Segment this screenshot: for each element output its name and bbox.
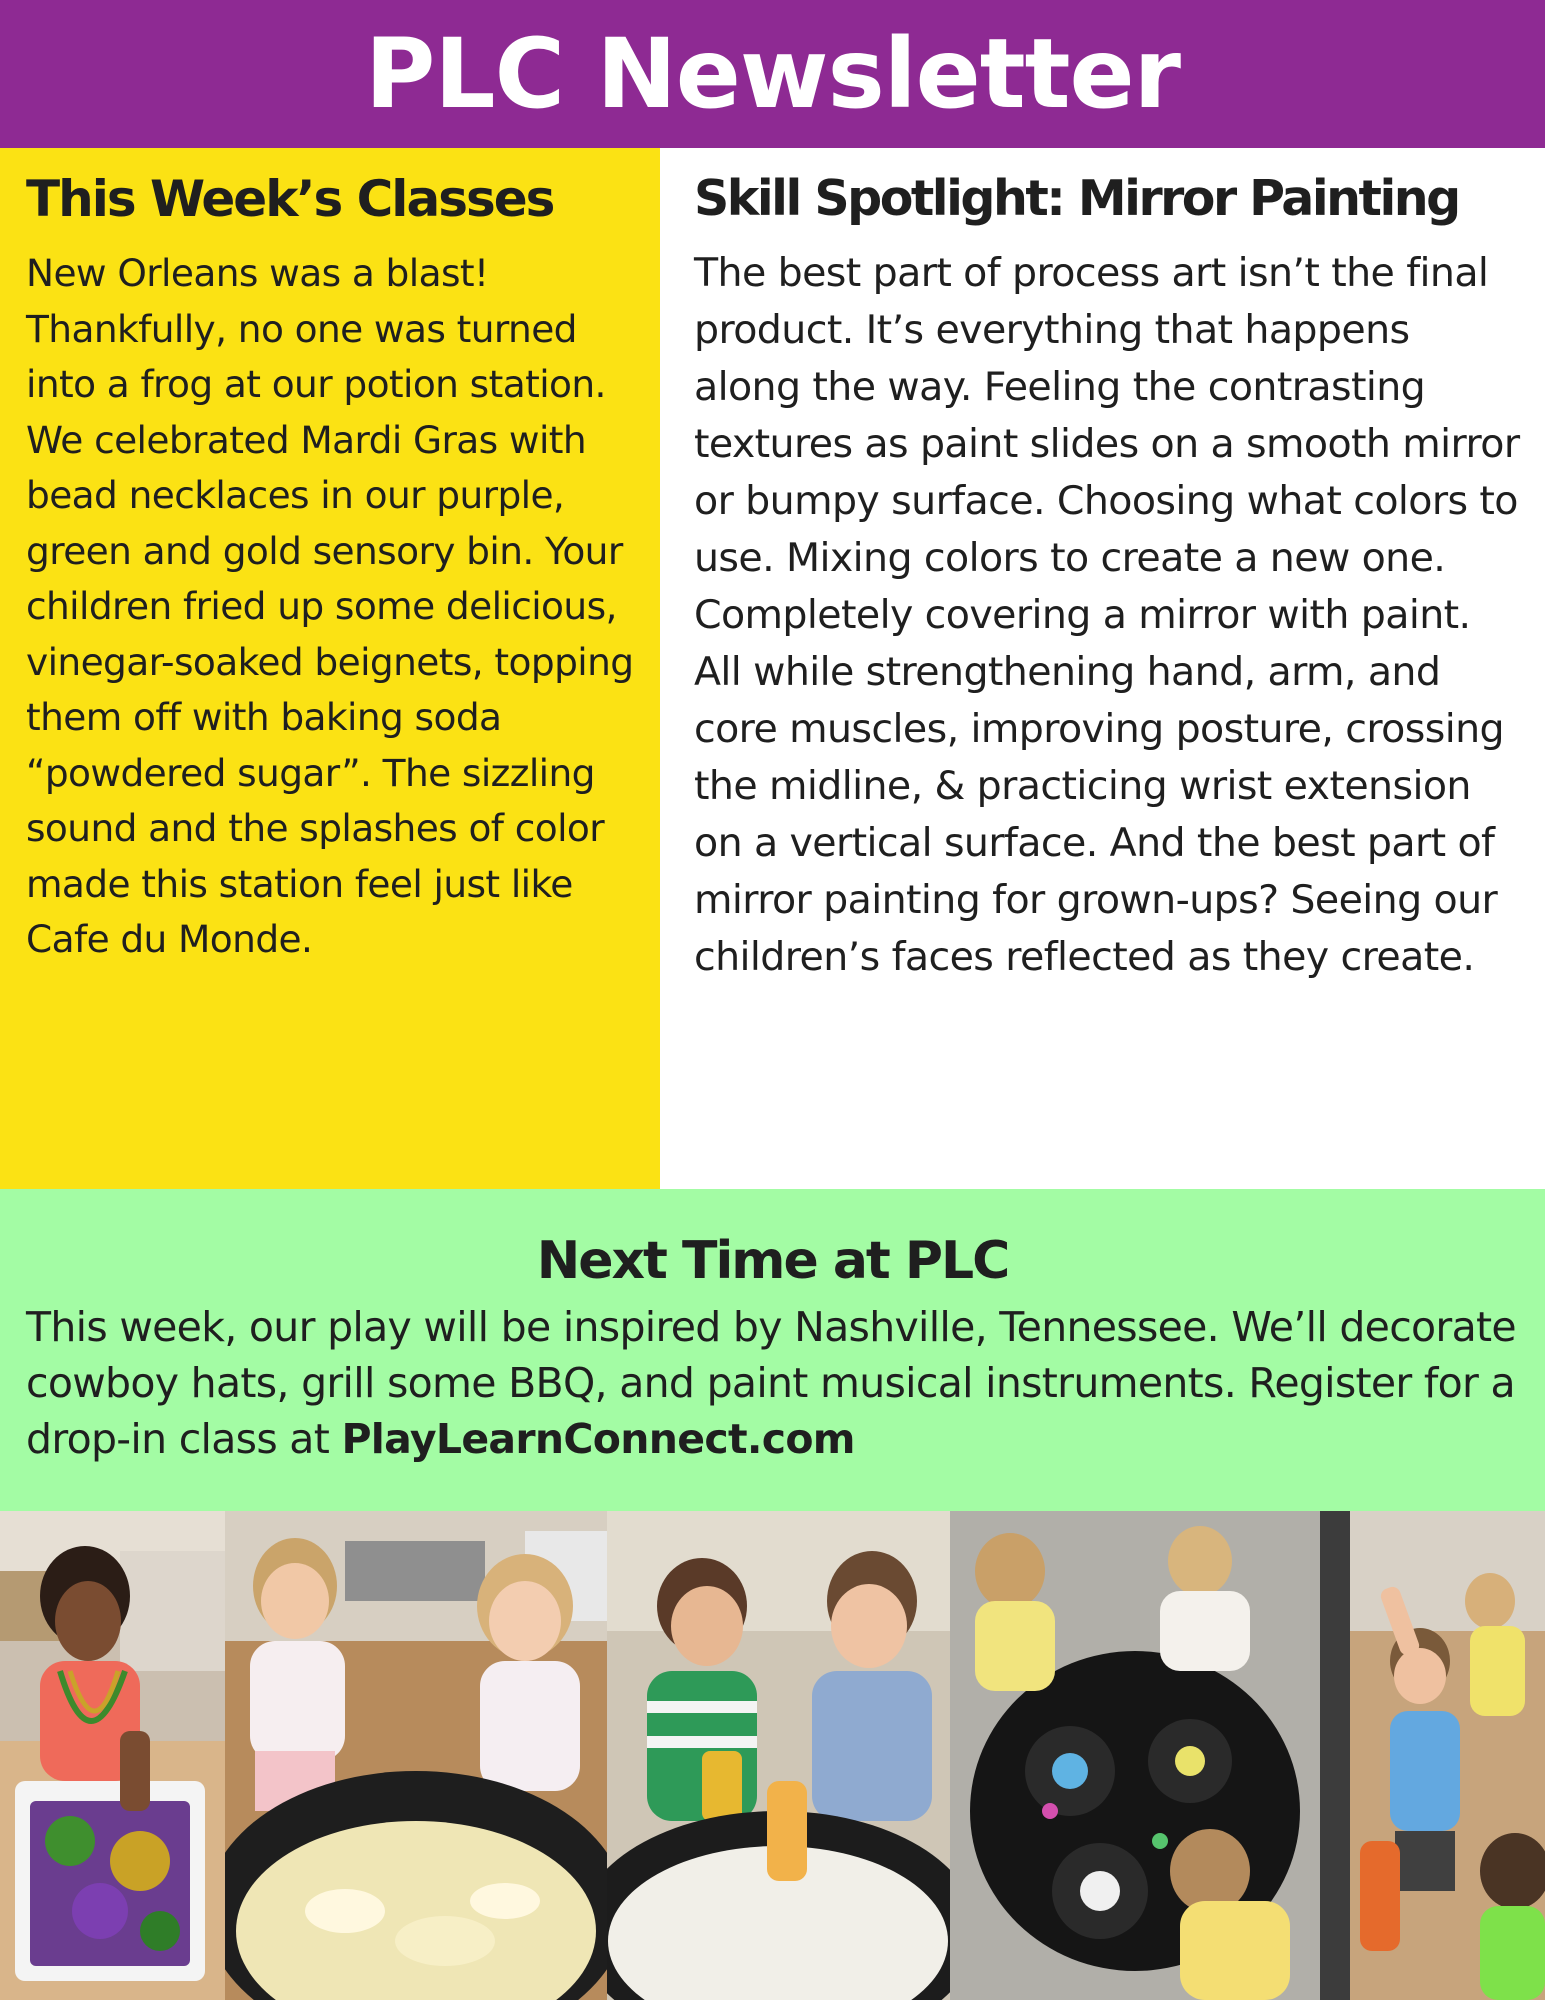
photo-spray-bottle-play [607, 1511, 950, 2000]
classes-body: New Orleans was a blast! Thankfully, no one was turned into a frog at our potion station. We celebrated Mardi Gras with bead necklaces in our purple, green and gold sensory bin. Your children fried up some delicious, vinegar-soaked beignets, topping them off with baking soda “powdered sugar”. The sizzling sound and the splashes of color made this station feel just like Cafe du Monde. [26, 251, 634, 961]
website-link[interactable]: PlayLearnConnect.com [341, 1415, 855, 1463]
photo-dancing-kids [1320, 1511, 1545, 2000]
next-time-text: This week, our play will be inspired by Nashville, Tennessee. We’ll decorate cowboy hats, grill some BBQ, and paint musical instruments. Register for a drop-in class at [26, 1303, 1516, 1463]
newsletter-banner [0, 0, 1545, 148]
next-time-body [26, 1299, 1519, 1467]
this-weeks-classes-section [0, 148, 660, 1189]
next-time-heading: Next Time at PLC [536, 1231, 1009, 1291]
skill-spotlight-section [660, 148, 1545, 1189]
photo-beignet-station [225, 1511, 607, 2000]
next-time-section [0, 1189, 1545, 1511]
spotlight-heading: Skill Spotlight: Mirror Painting [694, 170, 1459, 227]
photo-bead-sensory-bin [0, 1511, 225, 2000]
photo-strip [0, 1511, 1545, 2000]
classes-heading: This Week’s Classes [26, 170, 554, 228]
spotlight-body: The best part of process art isn’t the final product. It’s everything that happens along the way. Feeling the contrasting textures as paint slides on a smooth mirror or bumpy surface. Choosing what colors to use. Mixing colors to create a new one. Completely covering a mirror with paint. All while strengthening hand, arm, and core muscles, improving posture, crossing the midline, & practicing wrist extension on a vertical surface. And the best part of mirror painting for grown-ups? Seeing our children’s faces reflected as they create. [694, 250, 1520, 980]
newsletter-title: PLC Newsletter [365, 18, 1180, 130]
photo-mirror-painting [950, 1511, 1320, 2000]
